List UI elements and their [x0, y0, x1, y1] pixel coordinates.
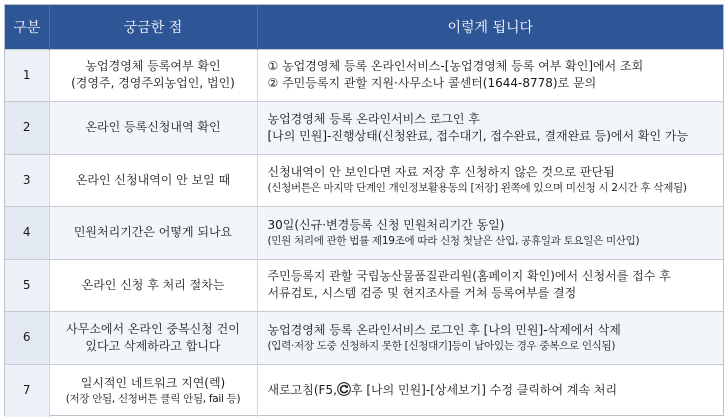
row-answer [257, 259, 723, 312]
row-num: 1 [5, 49, 49, 102]
header-answer: 이렇게 됩니다 [257, 5, 723, 49]
row-answer [257, 207, 723, 260]
row-question [49, 207, 257, 260]
answer-note: (신청버튼은 마지막 단계인 개인정보활용동의 [저장] 왼쪽에 있으며 미신청 시 2시간 후 삭제됨) [267, 182, 687, 195]
answer-line: 농업경영체 등록 온라인서비스 로그인 후 [나의 민원]-삭제에서 삭제 [267, 322, 621, 337]
faq-table [5, 5, 723, 417]
table-row [5, 102, 723, 155]
question-line: 사무소에서 온라인 중복신청 건이 [66, 321, 240, 336]
answer-line: 주민등록지 관할 국립농산물품질관리원(홈페이지 확인)에서 신청서를 접수 후 [267, 269, 671, 284]
row-answer [257, 49, 723, 102]
row-num: 6 [5, 312, 49, 365]
answer-note: (민원 처리에 관한 법률 제19조에 따라 신청 첫날은 산입, 공휴일과 토요일은 미산입) [267, 234, 640, 247]
answer-text-post: 후 [나의 민원]-[상세보기] 수정 클릭하여 계속 처리 [350, 383, 618, 397]
question-line: 온라인 신청 후 처리 절차는 [81, 277, 225, 292]
answer-line: 신청내역이 안 보인다면 자료 저장 후 신청하지 않은 것으로 판단됨 [267, 165, 615, 180]
table-row [5, 364, 723, 417]
header-question: 궁금한 점 [49, 5, 257, 49]
row-answer [257, 364, 723, 417]
row-answer [257, 312, 723, 365]
table-row [5, 207, 723, 260]
row-question [49, 364, 257, 417]
row-question [49, 259, 257, 312]
row-num: 3 [5, 154, 49, 207]
refresh-icon [337, 382, 351, 396]
question-line: 민원처리기간은 어떻게 되나요 [73, 225, 233, 240]
answer-line: [나의 민원]-진행상태(신청완료, 접수대기, 접수완료, 결재완료 등)에서 확인 가능 [267, 128, 689, 143]
row-num: 5 [5, 259, 49, 312]
answer-line: ① 농업경영체 등록 온라인서비스-[농업경영체 등록 여부 확인]에서 조회 [267, 59, 644, 74]
row-num: 7 [5, 364, 49, 417]
row-answer [257, 102, 723, 155]
row-question [49, 102, 257, 155]
question-line: 일시적인 네트워크 지연(렉) [80, 375, 226, 390]
answer-line [268, 382, 714, 399]
header-num: 구분 [5, 5, 49, 49]
question-line: 온라인 신청내역이 안 보일 때 [75, 172, 231, 187]
row-answer [257, 154, 723, 207]
answer-line: 서류검토, 시스템 검증 및 현지조사를 거쳐 등록여부를 결정 [267, 286, 577, 301]
table-row [5, 154, 723, 207]
row-question [49, 154, 257, 207]
row-question [49, 49, 257, 102]
answer-line: ② 주민등록지 관할 지원·사무소나 콜센터(1644-8778)로 문의 [267, 76, 597, 91]
question-line: (경영주, 경영주외농업인, 법인) [71, 76, 235, 91]
answer-line: 30일(신규·변경등록 신청 민원처리기간 동일) [267, 217, 505, 232]
row-num: 2 [5, 102, 49, 155]
table-row [5, 259, 723, 312]
answer-line: 농업경영체 등록 온라인서비스 로그인 후 [267, 111, 480, 126]
table-row [5, 49, 723, 102]
question-line: 농업경영체 등록여부 확인 [85, 59, 221, 74]
row-question [49, 312, 257, 365]
table-row [5, 312, 723, 365]
question-note: (저장 안됨, 신청버튼 클릭 안됨, fail 등) [65, 392, 241, 405]
faq-table-frame [4, 4, 724, 416]
row-num: 4 [5, 207, 49, 260]
answer-text-pre: 새로고침(F5, [267, 383, 337, 397]
answer-note: (입력·저장 도중 신청하지 못한 [신청대기]등이 남아있는 경우 중복으로 인식됨) [267, 339, 616, 352]
question-line: 온라인 등록신청내역 확인 [85, 120, 221, 135]
question-line: 있다고 삭제하라고 합니다 [85, 338, 221, 353]
table-header-row [5, 5, 723, 49]
